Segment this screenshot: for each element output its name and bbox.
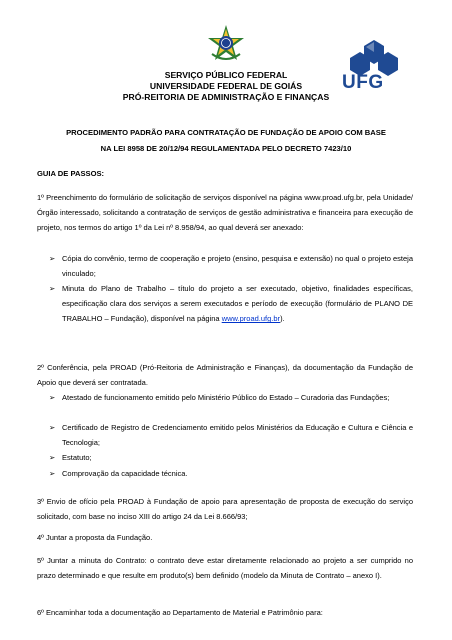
procedure-title-line-1: PROCEDIMENTO PADRÃO PARA CONTRATAÇÃO DE FUNDAÇÃO DE APOIO COM BASE xyxy=(66,128,386,137)
bullet-text: Cópia do convênio, termo de cooperação e projeto (ensino, pesquisa e extensão) no qual o projeto esteja vinculado; xyxy=(62,254,413,279)
step-2-bullet-1 xyxy=(49,390,413,405)
bullet-text-end: ). xyxy=(280,314,285,324)
step-1-bullet-1 xyxy=(49,251,413,281)
step-1-text: 1º Preenchimento do formulário de solicitação de serviços disponível na página www.proad.ufg.br, pela Unidade/Órgão interessado, solicitando a contratação de serviços de gestão administrativa e financeira para execução de projeto, nos termos do artigo 1º da Lei nº 8.958/94, ao qual deverá ser anexado: xyxy=(37,193,413,233)
header-line-2: UNIVERSIDADE FEDERAL DE GOIÁS xyxy=(149,81,303,91)
step-3-text: 3º Envio de ofício pela PROAD à Fundação de apoio para apresentação de proposta de execução do serviço solicitado, com base no inciso XIII do artigo 24 da Lei 8.666/93; xyxy=(37,497,413,522)
bullet-text: Comprovação da capacidade técnica. xyxy=(62,469,188,478)
proad-link[interactable]: www.proad.ufg.br xyxy=(221,314,281,324)
ufg-logo-text: UFG xyxy=(342,72,384,93)
bullet-arrow-icon: ➢ xyxy=(49,393,56,402)
step-1-bullet-2 xyxy=(49,281,413,327)
step-2-bullet-3 xyxy=(49,450,413,465)
bullet-text: Estatuto; xyxy=(62,453,92,462)
bullet-text: Minuta do Plano de Trabalho – título do projeto a ser executado, objetivo, finalidades específicas, especificação clara dos serviços a serem executados e período de execução (formulário de PLANO DE TRABALHO – Fundação), disponível na página xyxy=(62,284,413,324)
bullet-text: Atestado de funcionamento emitido pelo Ministério Público do Estado – Curadoria das Fundações; xyxy=(62,393,390,402)
bullet-arrow-icon: ➢ xyxy=(49,254,56,263)
guide-title: GUIA DE PASSOS: xyxy=(37,169,105,178)
bullet-text: Certificado de Registro de Credenciamento emitido pelos Ministérios da Educação e Cultura e Ciência e Tecnologia; xyxy=(62,423,413,448)
brasao-icon xyxy=(206,24,246,64)
header-line-3: PRÓ-REITORIA DE ADMINISTRAÇÃO E FINANÇAS xyxy=(122,92,330,102)
header-line-1: SERVIÇO PÚBLICO FEDERAL xyxy=(164,70,288,80)
step-5-text: 5º Juntar a minuta do Contrato: o contrato deve estar diretamente relacionado ao projeto a ser cumprido no prazo determinado e que resulte em produto(s) bem definido (modelo da Minuta de Contrato – anexo I). xyxy=(37,556,413,581)
bullet-arrow-icon: ➢ xyxy=(49,423,56,432)
bullet-arrow-icon: ➢ xyxy=(49,284,56,293)
step-6-text: 6º Encaminhar toda a documentação ao Departamento de Material e Patrimônio para: xyxy=(37,608,323,617)
bullet-arrow-icon: ➢ xyxy=(49,453,56,462)
step-2-bullet-4 xyxy=(49,466,413,481)
step-4-text: 4º Juntar a proposta da Fundação. xyxy=(37,533,153,542)
step-2-bullet-2 xyxy=(49,420,413,450)
step-2-text: 2º Conferência, pela PROAD (Pró-Reitoria de Administração e Finanças), da documentação da Fundação de Apoio que deverá ser contratada. xyxy=(37,363,413,388)
bullet-arrow-icon: ➢ xyxy=(49,469,56,478)
procedure-title-line-2: NA LEI 8958 DE 20/12/94 REGULAMENTADA PELO DECRETO 7423/10 xyxy=(100,144,352,153)
